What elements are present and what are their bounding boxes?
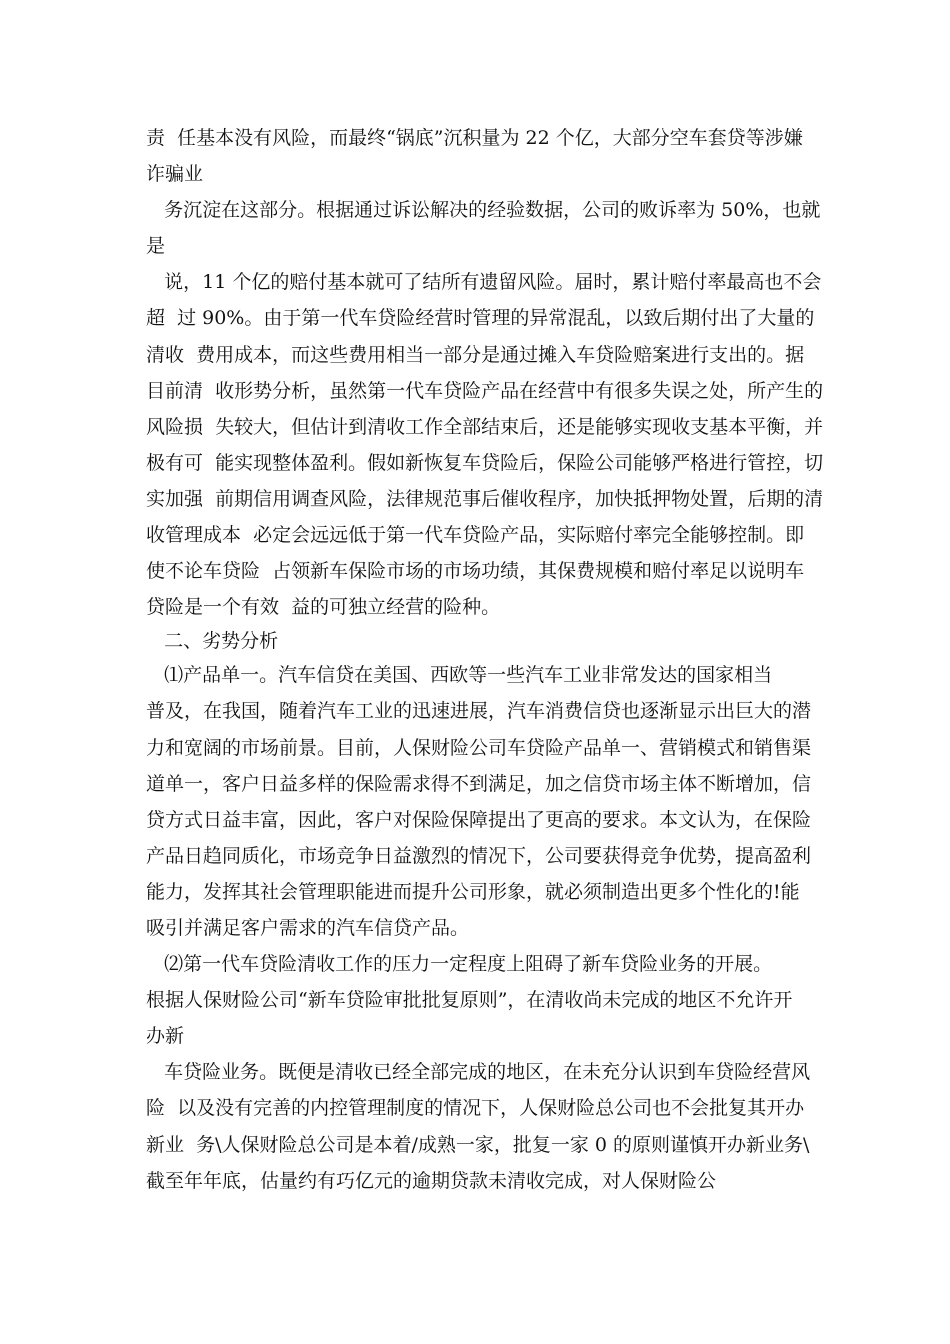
text-line: 险 以及没有完善的内控管理制度的情况下，人保财险总公司也不会批复其开办	[146, 1097, 805, 1120]
section-heading: 二、劣势分析	[146, 630, 279, 653]
text-line: 使不论车贷险 占领新车保险市场的市场功绩，其保费规模和赔付率足以说明车	[146, 560, 805, 583]
text-line: 贷险是一个有效 益的可独立经营的险种。	[146, 596, 501, 619]
text-line: 道单一，客户日益多样的保险需求得不到满足，加之信贷市场主体不断增加，信	[146, 772, 812, 795]
text-line: 根据人保财险公司“新车贷险审批批复原则”，在清收尚未完成的地区不允许开	[146, 989, 793, 1012]
text-line: 办新	[146, 1025, 185, 1048]
text-line: 产品日趋同质化，市场竞争日益激烈的情况下，公司要获得竞争优势，提高盈利	[146, 844, 812, 867]
text-line: 能力，发挥其社会管理职能进而提升公司形象，就必须制造出更多个性化的!能	[146, 880, 800, 903]
text-line: 清收 费用成本，而这些费用相当一部分是通过摊入车贷险赔案进行支出的。据	[146, 343, 805, 366]
body-text	[146, 120, 824, 1199]
text-line: ⑴产品单一。汽车信贷在美国、西欧等一些汽车工业非常发达的国家相当	[146, 664, 773, 687]
text-line: 诈骗业	[146, 163, 204, 186]
text-line: 力和宽阔的市场前景。目前，人保财险公司车贷险产品单一、营销模式和销售渠	[146, 736, 812, 759]
text-line: 新业 务\人保财险总公司是本着/成熟一家，批复一家 0 的原则谨慎开办新业务\	[146, 1133, 810, 1156]
text-line: 超 过 90%。由于第一代车贷险经营时管理的异常混乱，以致后期付出了大量的	[146, 307, 815, 330]
text-line: 风险损 失较大，但估计到清收工作全部结束后，还是能够实现收支基本平衡，并	[146, 415, 824, 438]
text-line: 收管理成本 必定会远远低于第一代车贷险产品，实际赔付率完全能够控制。即	[146, 524, 805, 547]
text-line: 普及，在我国，随着汽车工业的迅速进展，汽车消费信贷也逐渐显示出巨大的潜	[146, 700, 812, 723]
text-line: 车贷险业务。既便是清收已经全部完成的地区，在未充分认识到车贷险经营风	[146, 1061, 811, 1084]
text-line: ⑵第一代车贷险清收工作的压力一定程度上阻碍了新车贷险业务的开展。	[146, 953, 773, 976]
text-line: 贷方式日益丰富，因此，客户对保险保障提出了更高的要求。本文认为，在保险	[146, 808, 812, 831]
text-line: 务沉淀在这部分。根据通过诉讼解决的经验数据，公司的败诉率为 50%，也就	[146, 199, 821, 222]
text-line: 极有可 能实现整体盈利。假如新恢复车贷险后，保险公司能够严格进行管控，切	[146, 451, 824, 474]
text-line: 目前清 收形势分析，虽然第一代车贷险产品在经营中有很多失误之处，所产生的	[146, 379, 824, 402]
text-line: 责 任基本没有风险，而最终“锅底”沉积量为 22 个亿，大部分空车套贷等涉嫌	[146, 127, 803, 149]
text-line: 实加强 前期信用调查风险，法律规范事后催收程序，加快抵押物处置，后期的清	[146, 487, 824, 510]
text-line: 吸引并满足客户需求的汽车信贷产品。	[146, 916, 470, 939]
text-line: 说，11 个亿的赔付基本就可了结所有遗留风险。届时，累计赔付率最高也不会	[146, 271, 822, 294]
text-line: 是	[146, 235, 166, 258]
text-line: 截至年年底，估量约有巧亿元的逾期贷款未清收完成，对人保财险公	[146, 1169, 717, 1192]
